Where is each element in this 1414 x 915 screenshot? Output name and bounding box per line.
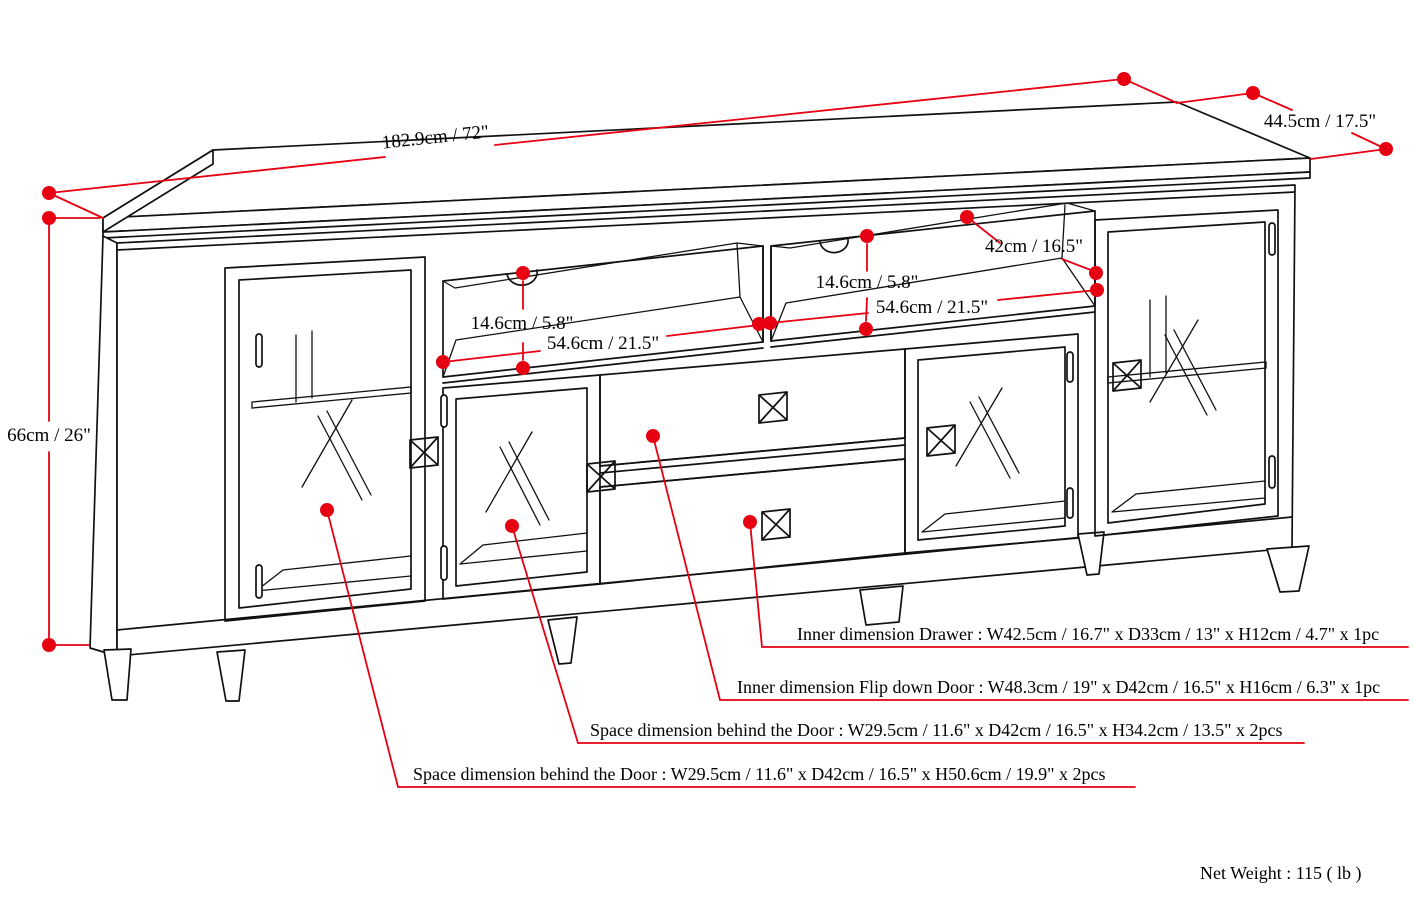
hinge-icon	[256, 334, 262, 367]
shelf-width-left-label: 54.6cm / 21.5"	[546, 333, 660, 354]
foot-right	[1078, 532, 1104, 575]
hinge-icon	[1067, 352, 1073, 382]
foot-front-right	[1267, 546, 1309, 592]
hinge-icon	[441, 395, 447, 427]
foot-front-left	[104, 649, 131, 700]
shelf-width-right-label: 54.6cm / 21.5"	[875, 297, 989, 318]
shelf-depth-right-label: 42cm / 16.5"	[985, 236, 1083, 257]
foot-center-right	[860, 586, 903, 625]
hinge-icon	[1269, 456, 1275, 488]
cabinet-body	[90, 185, 1295, 656]
hinge-icon	[441, 546, 447, 580]
net-weight-label: Net Weight : 115 ( lb )	[1200, 863, 1362, 883]
hinge-icon	[1269, 223, 1275, 255]
dimension-width-label: 182.9cm / 72"	[380, 121, 490, 154]
dimension-height-label: 66cm / 26"	[7, 425, 91, 446]
hinge-icon	[1067, 488, 1073, 518]
shelf-height-left-label: 14.6cm / 5.8"	[470, 313, 574, 334]
note-space-tall-door: Space dimension behind the Door : W29.5cm / 11.6" x D42cm / 16.5" x H50.6cm / 19.9" x 2pcs	[413, 764, 1106, 784]
hinge-icon	[256, 565, 262, 598]
dimension-depth-label: 44.5cm / 17.5"	[1263, 111, 1377, 132]
note-space-short-door: Space dimension behind the Door : W29.5cm / 11.6" x D42cm / 16.5" x H34.2cm / 13.5" x 2pcs	[590, 720, 1283, 740]
foot-left	[217, 650, 245, 701]
shelf-height-right-label: 14.6cm / 5.8"	[815, 272, 919, 293]
front-face	[117, 185, 1295, 656]
left-side-panel	[90, 236, 117, 656]
note-flip-door: Inner dimension Flip down Door : W48.3cm / 19" x D42cm / 16.5" x H16cm / 6.3" x 1pc	[737, 677, 1381, 697]
note-drawer: Inner dimension Drawer : W42.5cm / 16.7" x D33cm / 13" x H12cm / 4.7" x 1pc	[797, 624, 1380, 644]
